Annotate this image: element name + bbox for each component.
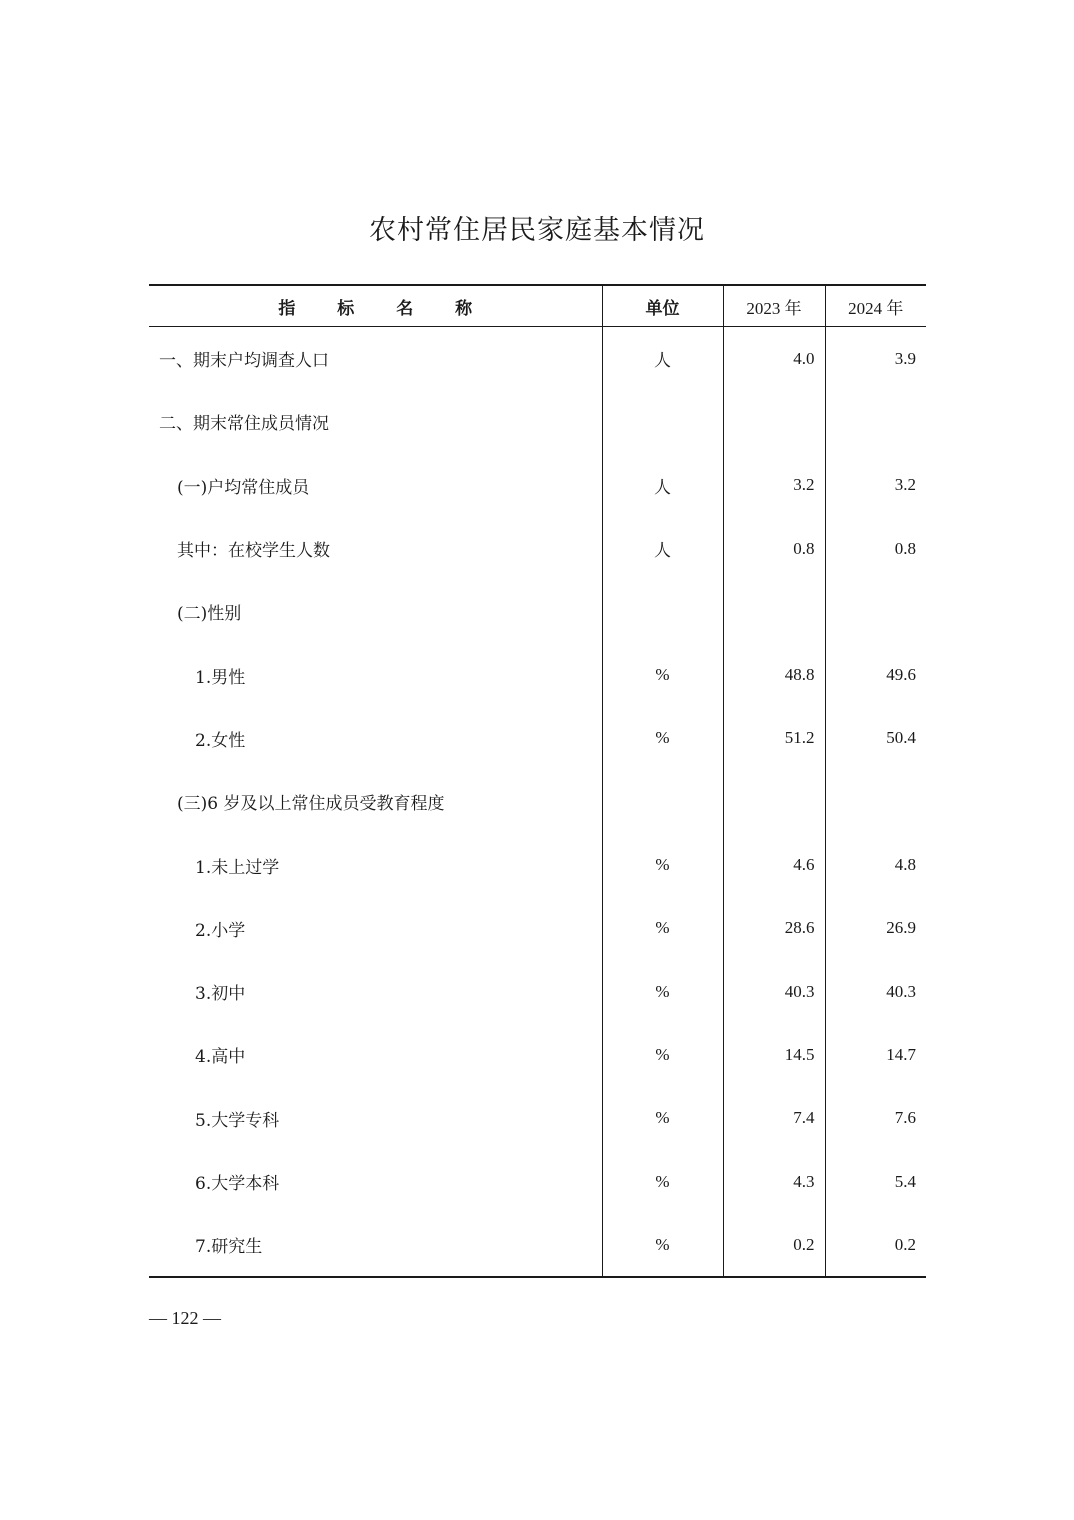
table-row xyxy=(149,643,926,706)
row-unit xyxy=(602,580,723,643)
row-value-2024: 40.3 xyxy=(825,960,926,1023)
table-row xyxy=(149,517,926,580)
row-value-2024 xyxy=(825,390,926,453)
table-row xyxy=(149,1150,926,1213)
table-row xyxy=(149,960,926,1023)
row-value-2023: 7.4 xyxy=(723,1087,825,1150)
row-value-2023: 4.3 xyxy=(723,1150,825,1213)
row-indicator-name: 4.高中 xyxy=(195,1047,246,1068)
row-value-2023: 51.2 xyxy=(723,707,825,770)
row-value-2024: 50.4 xyxy=(825,707,926,770)
row-unit: % xyxy=(602,1213,723,1277)
statistics-table xyxy=(149,284,926,1278)
table-row xyxy=(149,707,926,770)
row-unit: 人 xyxy=(602,454,723,517)
row-indicator-name: (一)户均常住成员 xyxy=(177,477,310,498)
row-value-2023: 3.2 xyxy=(723,454,825,517)
row-unit: 人 xyxy=(602,327,723,391)
table-body xyxy=(149,327,926,1278)
row-indicator-name: 1.未上过学 xyxy=(195,857,280,878)
row-value-2023 xyxy=(723,770,825,833)
table-row xyxy=(149,327,926,391)
table-row xyxy=(149,1213,926,1277)
row-value-2023 xyxy=(723,580,825,643)
row-unit: % xyxy=(602,707,723,770)
row-value-2024 xyxy=(825,770,926,833)
row-value-2024: 4.8 xyxy=(825,833,926,896)
row-value-2023: 40.3 xyxy=(723,960,825,1023)
row-indicator-name: 二、期末常住成员情况 xyxy=(159,414,329,435)
row-value-2024: 3.9 xyxy=(825,327,926,391)
row-indicator-name: 3.初中 xyxy=(195,984,246,1005)
row-value-2023: 0.2 xyxy=(723,1213,825,1277)
row-indicator-name: 2.女性 xyxy=(195,730,246,751)
row-value-2024: 0.8 xyxy=(825,517,926,580)
row-indicator-name: (三)6 岁及以上常住成员受教育程度 xyxy=(177,794,445,815)
row-unit: % xyxy=(602,643,723,706)
table-row xyxy=(149,833,926,896)
row-unit: % xyxy=(602,960,723,1023)
row-indicator-name: 6.大学本科 xyxy=(195,1174,280,1194)
row-value-2024: 49.6 xyxy=(825,643,926,706)
row-indicator-name: (二)性别 xyxy=(177,604,242,625)
table-row xyxy=(149,770,926,833)
row-value-2024: 14.7 xyxy=(825,1023,926,1086)
statistics-table-container xyxy=(149,284,926,1278)
row-unit: % xyxy=(602,1150,723,1213)
table-row xyxy=(149,390,926,453)
row-unit: % xyxy=(602,897,723,960)
table-row xyxy=(149,580,926,643)
header-year-2024: 2024 年 xyxy=(825,285,926,327)
row-indicator-name: 其中：在校学生人数 xyxy=(177,541,330,562)
page-number: — 122 — xyxy=(149,1308,221,1328)
table-row xyxy=(149,897,926,960)
table-row xyxy=(149,1087,926,1150)
table-row xyxy=(149,1023,926,1086)
header-indicator-name: 指 标 名 称 xyxy=(149,285,602,327)
table-row xyxy=(149,454,926,517)
row-value-2024: 3.2 xyxy=(825,454,926,517)
row-value-2024: 26.9 xyxy=(825,897,926,960)
header-unit: 单位 xyxy=(602,285,723,327)
row-unit: % xyxy=(602,833,723,896)
row-unit: % xyxy=(602,1023,723,1086)
row-value-2023: 28.6 xyxy=(723,897,825,960)
page-title: 农村常住居民家庭基本情况 xyxy=(369,215,705,246)
row-indicator-name: 5.大学专科 xyxy=(195,1110,280,1131)
row-indicator-name: 7.研究生 xyxy=(149,1213,602,1277)
row-unit: 人 xyxy=(602,517,723,580)
row-unit xyxy=(602,390,723,453)
row-value-2024: 7.6 xyxy=(825,1087,926,1150)
row-value-2023: 0.8 xyxy=(723,517,825,580)
row-value-2024: 0.2 xyxy=(825,1213,926,1277)
row-value-2024: 5.4 xyxy=(825,1150,926,1213)
row-value-2023: 48.8 xyxy=(723,643,825,706)
row-indicator-name: 2.小学 xyxy=(195,920,246,941)
row-unit xyxy=(602,770,723,833)
row-value-2023 xyxy=(723,390,825,453)
table-header-row xyxy=(149,285,926,327)
row-indicator-name: 1.男性 xyxy=(195,667,246,688)
header-year-2023: 2023 年 xyxy=(723,285,825,327)
row-value-2023: 14.5 xyxy=(723,1023,825,1086)
row-unit: % xyxy=(602,1087,723,1150)
row-value-2023: 4.6 xyxy=(723,833,825,896)
row-value-2023: 4.0 xyxy=(723,327,825,391)
row-value-2024 xyxy=(825,580,926,643)
row-indicator-name: 一、期末户均调查人口 xyxy=(159,351,329,372)
